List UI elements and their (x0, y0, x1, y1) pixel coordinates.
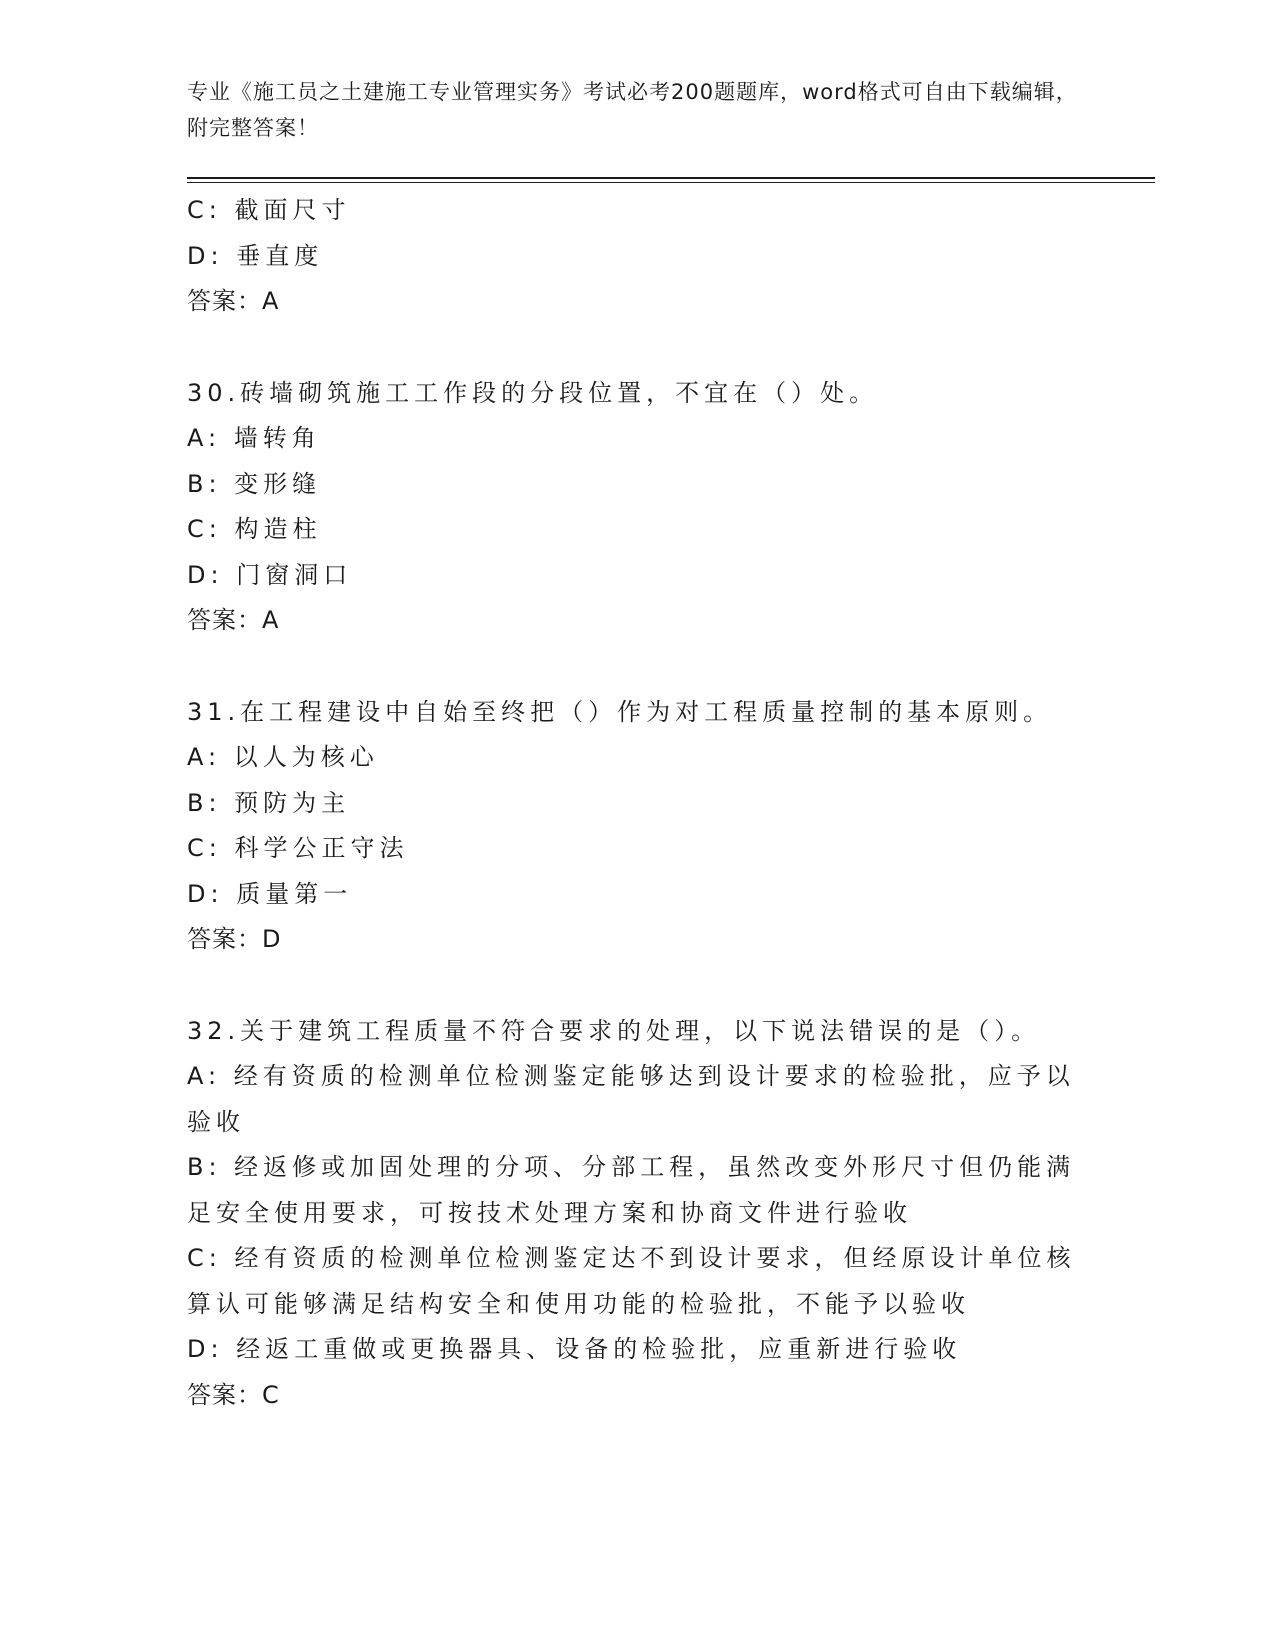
option-b: B: 经返修或加固处理的分项、分部工程，虽然改变外形尺寸但仍能满足安全使用要求，可按技术处理方案和协商文件进行验收 (187, 1153, 1076, 1227)
option-b: B: 变形缝 (187, 469, 322, 498)
question-30 (187, 371, 1087, 644)
option-a: A: 经有资质的检测单位检测鉴定能够达到设计要求的检验批，应予以验收 (187, 1062, 1075, 1136)
option-d: D: 质量第一 (187, 879, 353, 908)
option-c: C: 截面尺寸 (187, 196, 351, 224)
question-title: 31.在工程建设中自始至终把（）作为对工程质量控制的基本原则。 (187, 697, 1053, 726)
answer: 答案：D (187, 925, 282, 953)
option-a: A: 墙转角 (187, 424, 321, 452)
answer: 答案：C (187, 1380, 280, 1409)
header-divider-thin (187, 182, 1155, 183)
header-divider-thick (187, 177, 1155, 179)
question-title: 32.关于建筑工程质量不符合要求的处理，以下说法错误的是（）。 (187, 1016, 1041, 1045)
option-d: D: 垂直度 (187, 241, 324, 270)
document-body (187, 188, 1087, 1418)
option-c: C: 科学公正守法 (187, 834, 409, 862)
answer: 答案：A (187, 287, 280, 315)
option-c: C: 经有资质的检测单位检测鉴定达不到设计要求，但经原设计单位核算认可能够满足结构安全和使用功能的检验批，不能予以验收 (187, 1244, 1076, 1318)
question-31 (187, 690, 1087, 963)
question-32 (187, 1009, 1087, 1419)
option-d: D: 经返工重做或更换器具、设备的检验批，应重新进行验收 (187, 1335, 962, 1363)
option-c: C: 构造柱 (187, 515, 322, 543)
option-a: A: 以人为核心 (187, 743, 379, 771)
option-b: B: 预防为主 (187, 788, 351, 817)
answer: 答案：A (187, 606, 280, 634)
document-header: 专业《施工员之土建施工专业管理实务》考试必考200题题库，word格式可自由下载编辑，附完整答案！ (187, 80, 1078, 140)
question-title: 30.砖墙砌筑施工工作段的分段位置，不宜在（）处。 (187, 378, 879, 407)
option-d: D: 门窗洞口 (187, 560, 353, 589)
question-29-continuation (187, 188, 1087, 325)
